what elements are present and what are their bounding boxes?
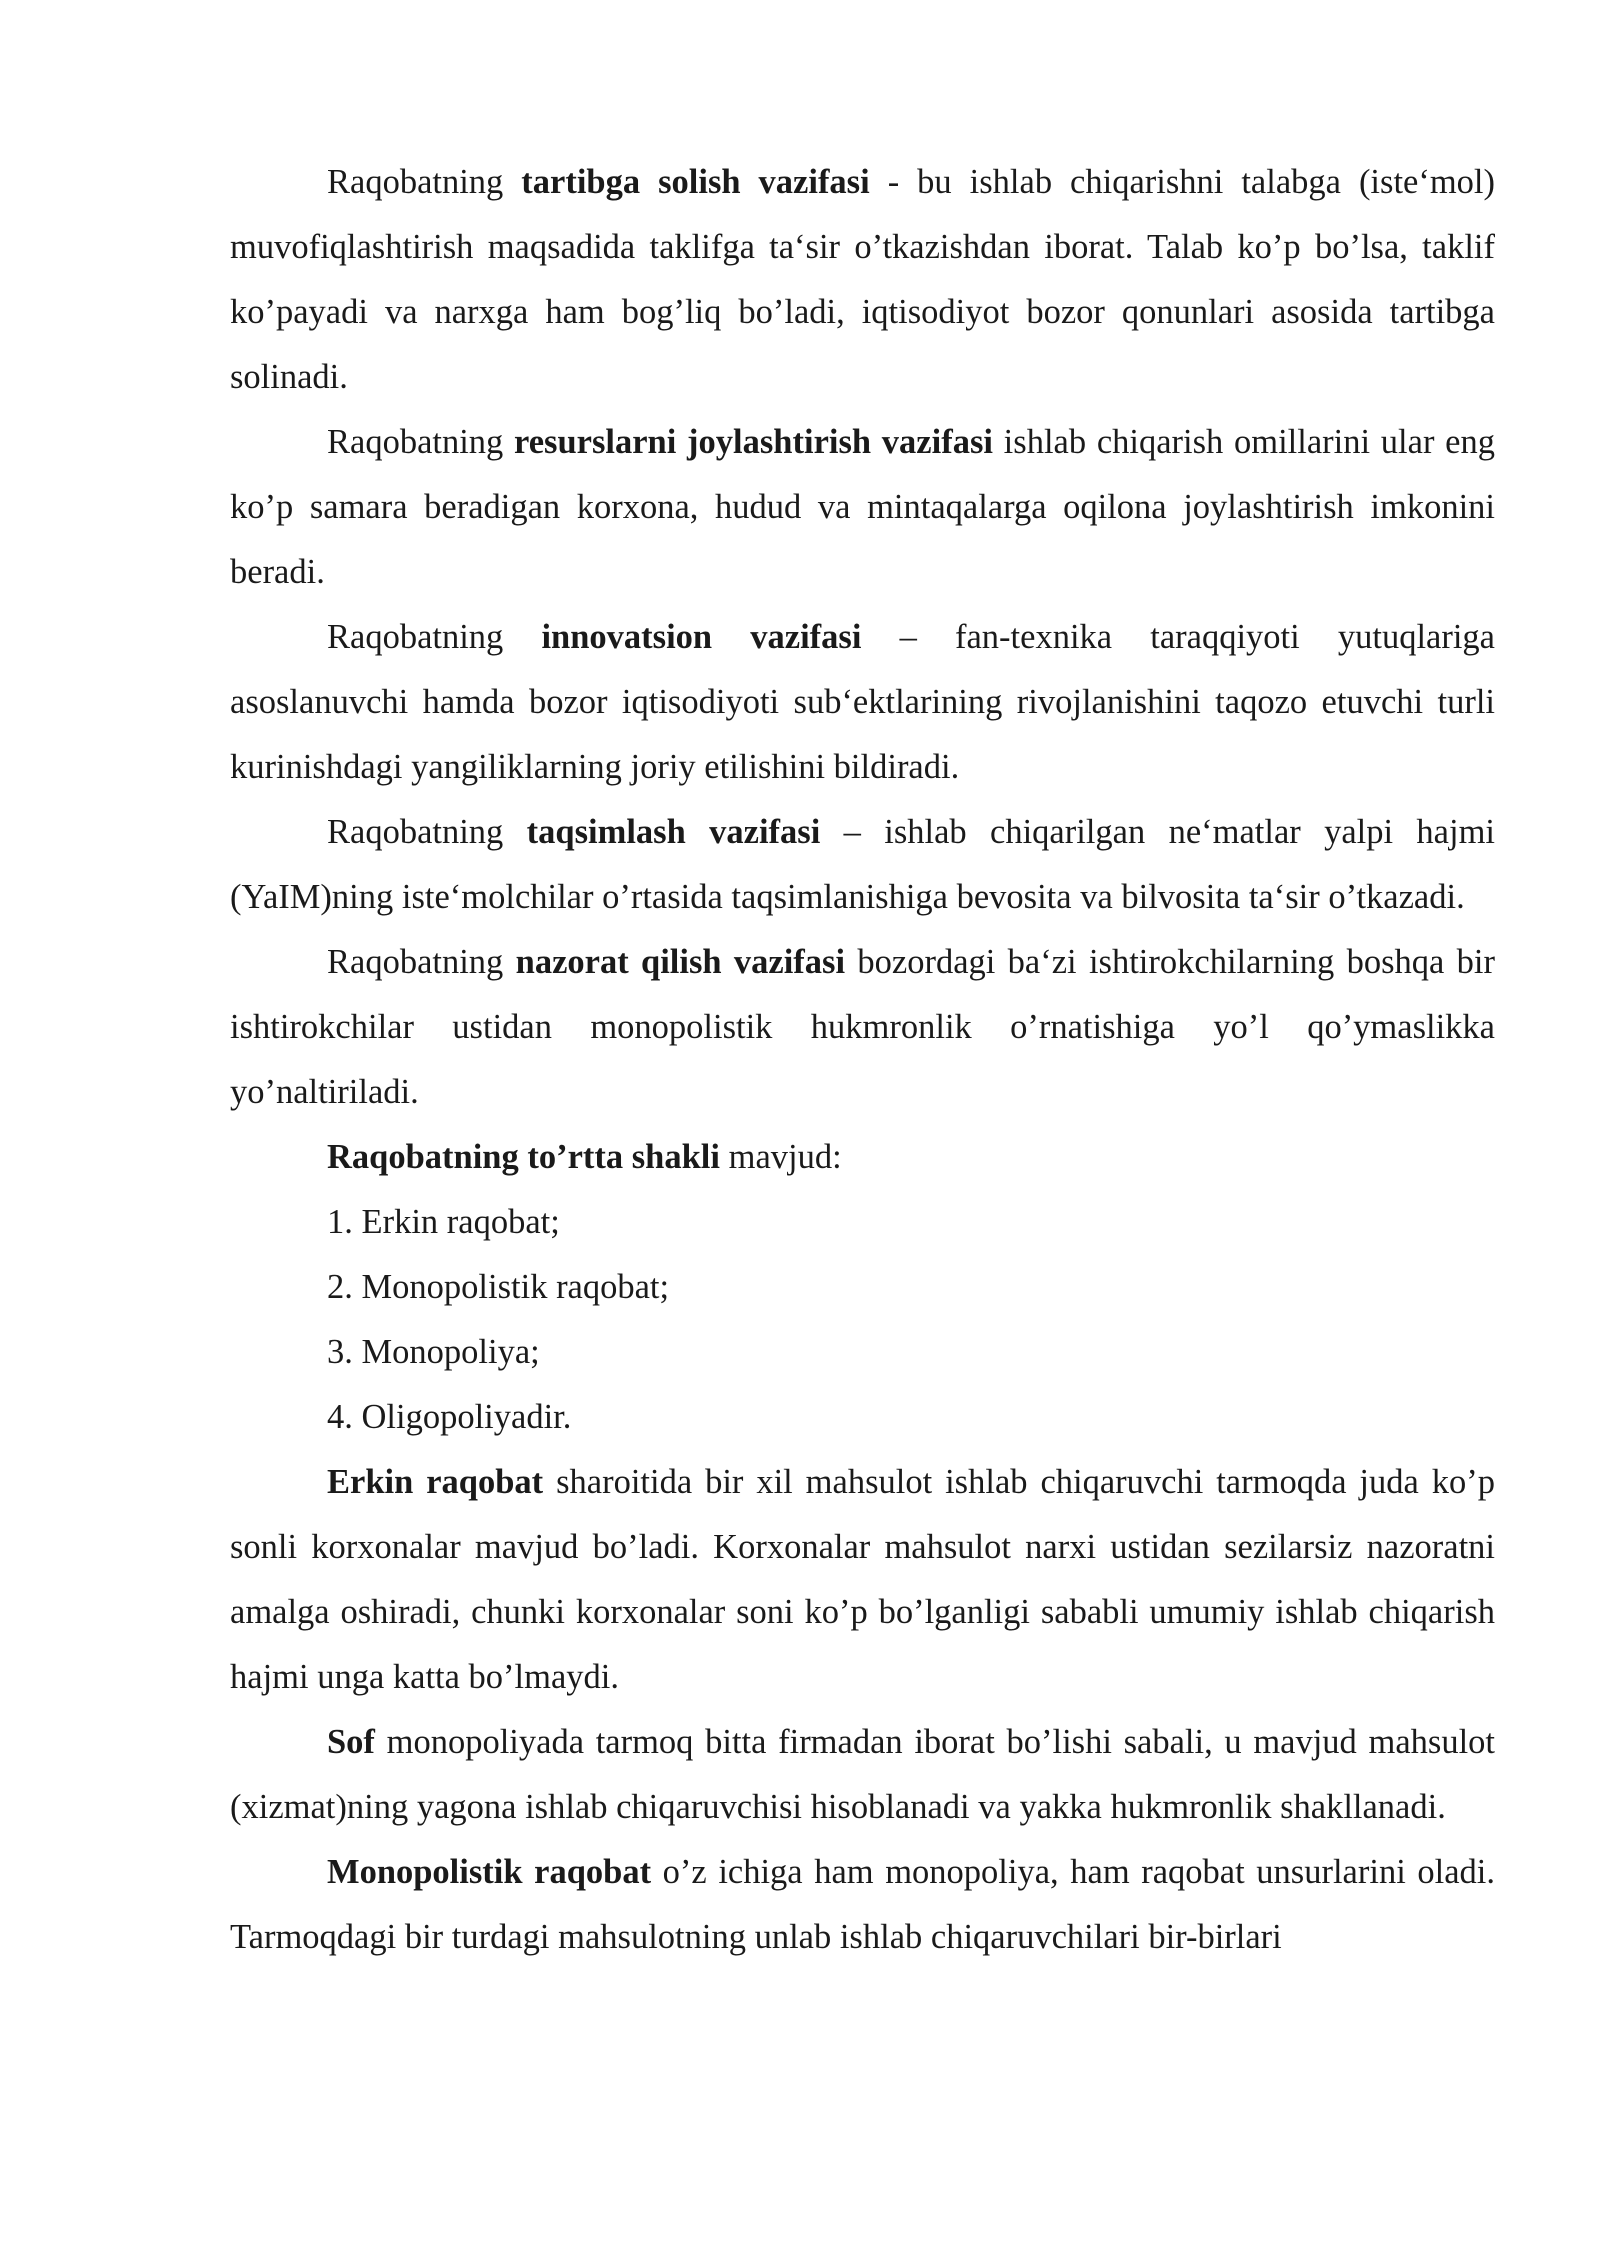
term-bold: taqsimlash vazifasi [526,813,821,851]
forms-heading-text: mavjud: [719,1138,842,1176]
term-bold: nazorat qilish vazifasi [515,943,846,981]
forms-list [230,1190,1495,1450]
list-item: 4. Oligopoliyadir. [327,1398,572,1436]
paragraph-text: sharoitida bir xil mahsulot ishlab chiqaruvchi tarmoqda juda ko’p sonli korxonalar mavjud bo’ladi. Korxonalar mahsulot narxi ustidan sezilarsiz nazoratni amalga oshiradi, chunki korxonalar soni ko’p bo’lganligi sababli umumiy ishlab chiqarish hajmi unga katta bo’lmaydi. [230,1463,1496,1696]
forms-heading-bold: Raqobatning to’rtta shakli [327,1138,720,1176]
term-bold: Monopolistik raqobat [327,1853,652,1891]
paragraph-lead: Raqobatning [327,813,527,851]
term-bold: tartibga solish vazifasi [521,163,870,201]
paragraph-text: monopoliyada tarmoq bitta firmadan iborat bo’lishi sabali, u mavjud mahsulot (xizmat)ning yagona ishlab chiqaruvchisi hisoblanadi va yakka hukmronlik shakllanadi. [230,1723,1495,1826]
term-bold: resurslarni joylashtirish vazifasi [514,423,993,461]
paragraph-free-competition [230,1450,1495,1710]
forms-heading [230,1125,1495,1190]
list-item: 2. Monopolistik raqobat; [327,1268,670,1306]
paragraph-lead: Raqobatning [327,943,516,981]
document-page [230,150,1495,1970]
paragraph-text: – fan-texnika taraqqiyoti yutuqlariga asoslanuvchi hamda bozor iqtisodiyoti sub‘ektlarining rivojlanishini taqozo etuvchi turli kurinishdagi yangiliklarning joriy etilishini bildiradi. [230,618,1495,786]
term-bold: innovatsion vazifasi [541,618,862,656]
paragraph-lead: Raqobatning [327,163,522,201]
list-item: 1. Erkin raqobat; [327,1203,560,1241]
list-item: 3. Monopoliya; [327,1333,540,1371]
paragraph-lead: Raqobatning [327,423,515,461]
paragraph-regulation-function [230,150,1495,410]
paragraph-text: - bu ishlab chiqarishni talabga (iste‘mol) muvofiqlashtirish maqsadida taklifga ta‘sir o’tkazishdan iborat. Talab ko’p bo’lsa, taklif ko’payadi va narxga ham bog’liq bo’ladi, iqtisodiyot bozor qonunlari asosida tartibga solinadi. [230,163,1495,396]
paragraph-text: – ishlab chiqarilgan ne‘matlar yalpi hajmi (YaIM)ning iste‘molchilar o’rtasida taqsimlanishiga bevosita va bilvosita ta‘sir o’tkazadi. [230,813,1495,916]
term-bold: Sof [327,1723,375,1761]
paragraph-innovation-function [230,605,1495,800]
paragraph-monopolistic-competition [230,1840,1495,1970]
paragraph-distribution-function [230,800,1495,930]
paragraph-control-function [230,930,1495,1125]
paragraph-text: ishlab chiqarish omillarini ular eng ko’p samara beradigan korxona, hudud va mintaqalarga oqilona joylashtirish imkonini beradi. [230,423,1495,591]
paragraph-pure-monopoly [230,1710,1495,1840]
paragraph-text: bozordagi ba‘zi ishtirokchilarning boshqa bir ishtirokchilar ustidan monopolistik hukmronlik o’rnatishiga yo’l qo’ymaslikka yo’naltiriladi. [230,943,1495,1111]
paragraph-text: o’z ichiga ham monopoliya, ham raqobat unsurlarini oladi. Tarmoqdagi bir turdagi mahsulotning unlab ishlab chiqaruvchilari bir-birlari [230,1853,1495,1956]
paragraph-resource-allocation-function [230,410,1495,605]
paragraph-lead: Raqobatning [327,618,542,656]
term-bold: Erkin raqobat [327,1463,544,1501]
